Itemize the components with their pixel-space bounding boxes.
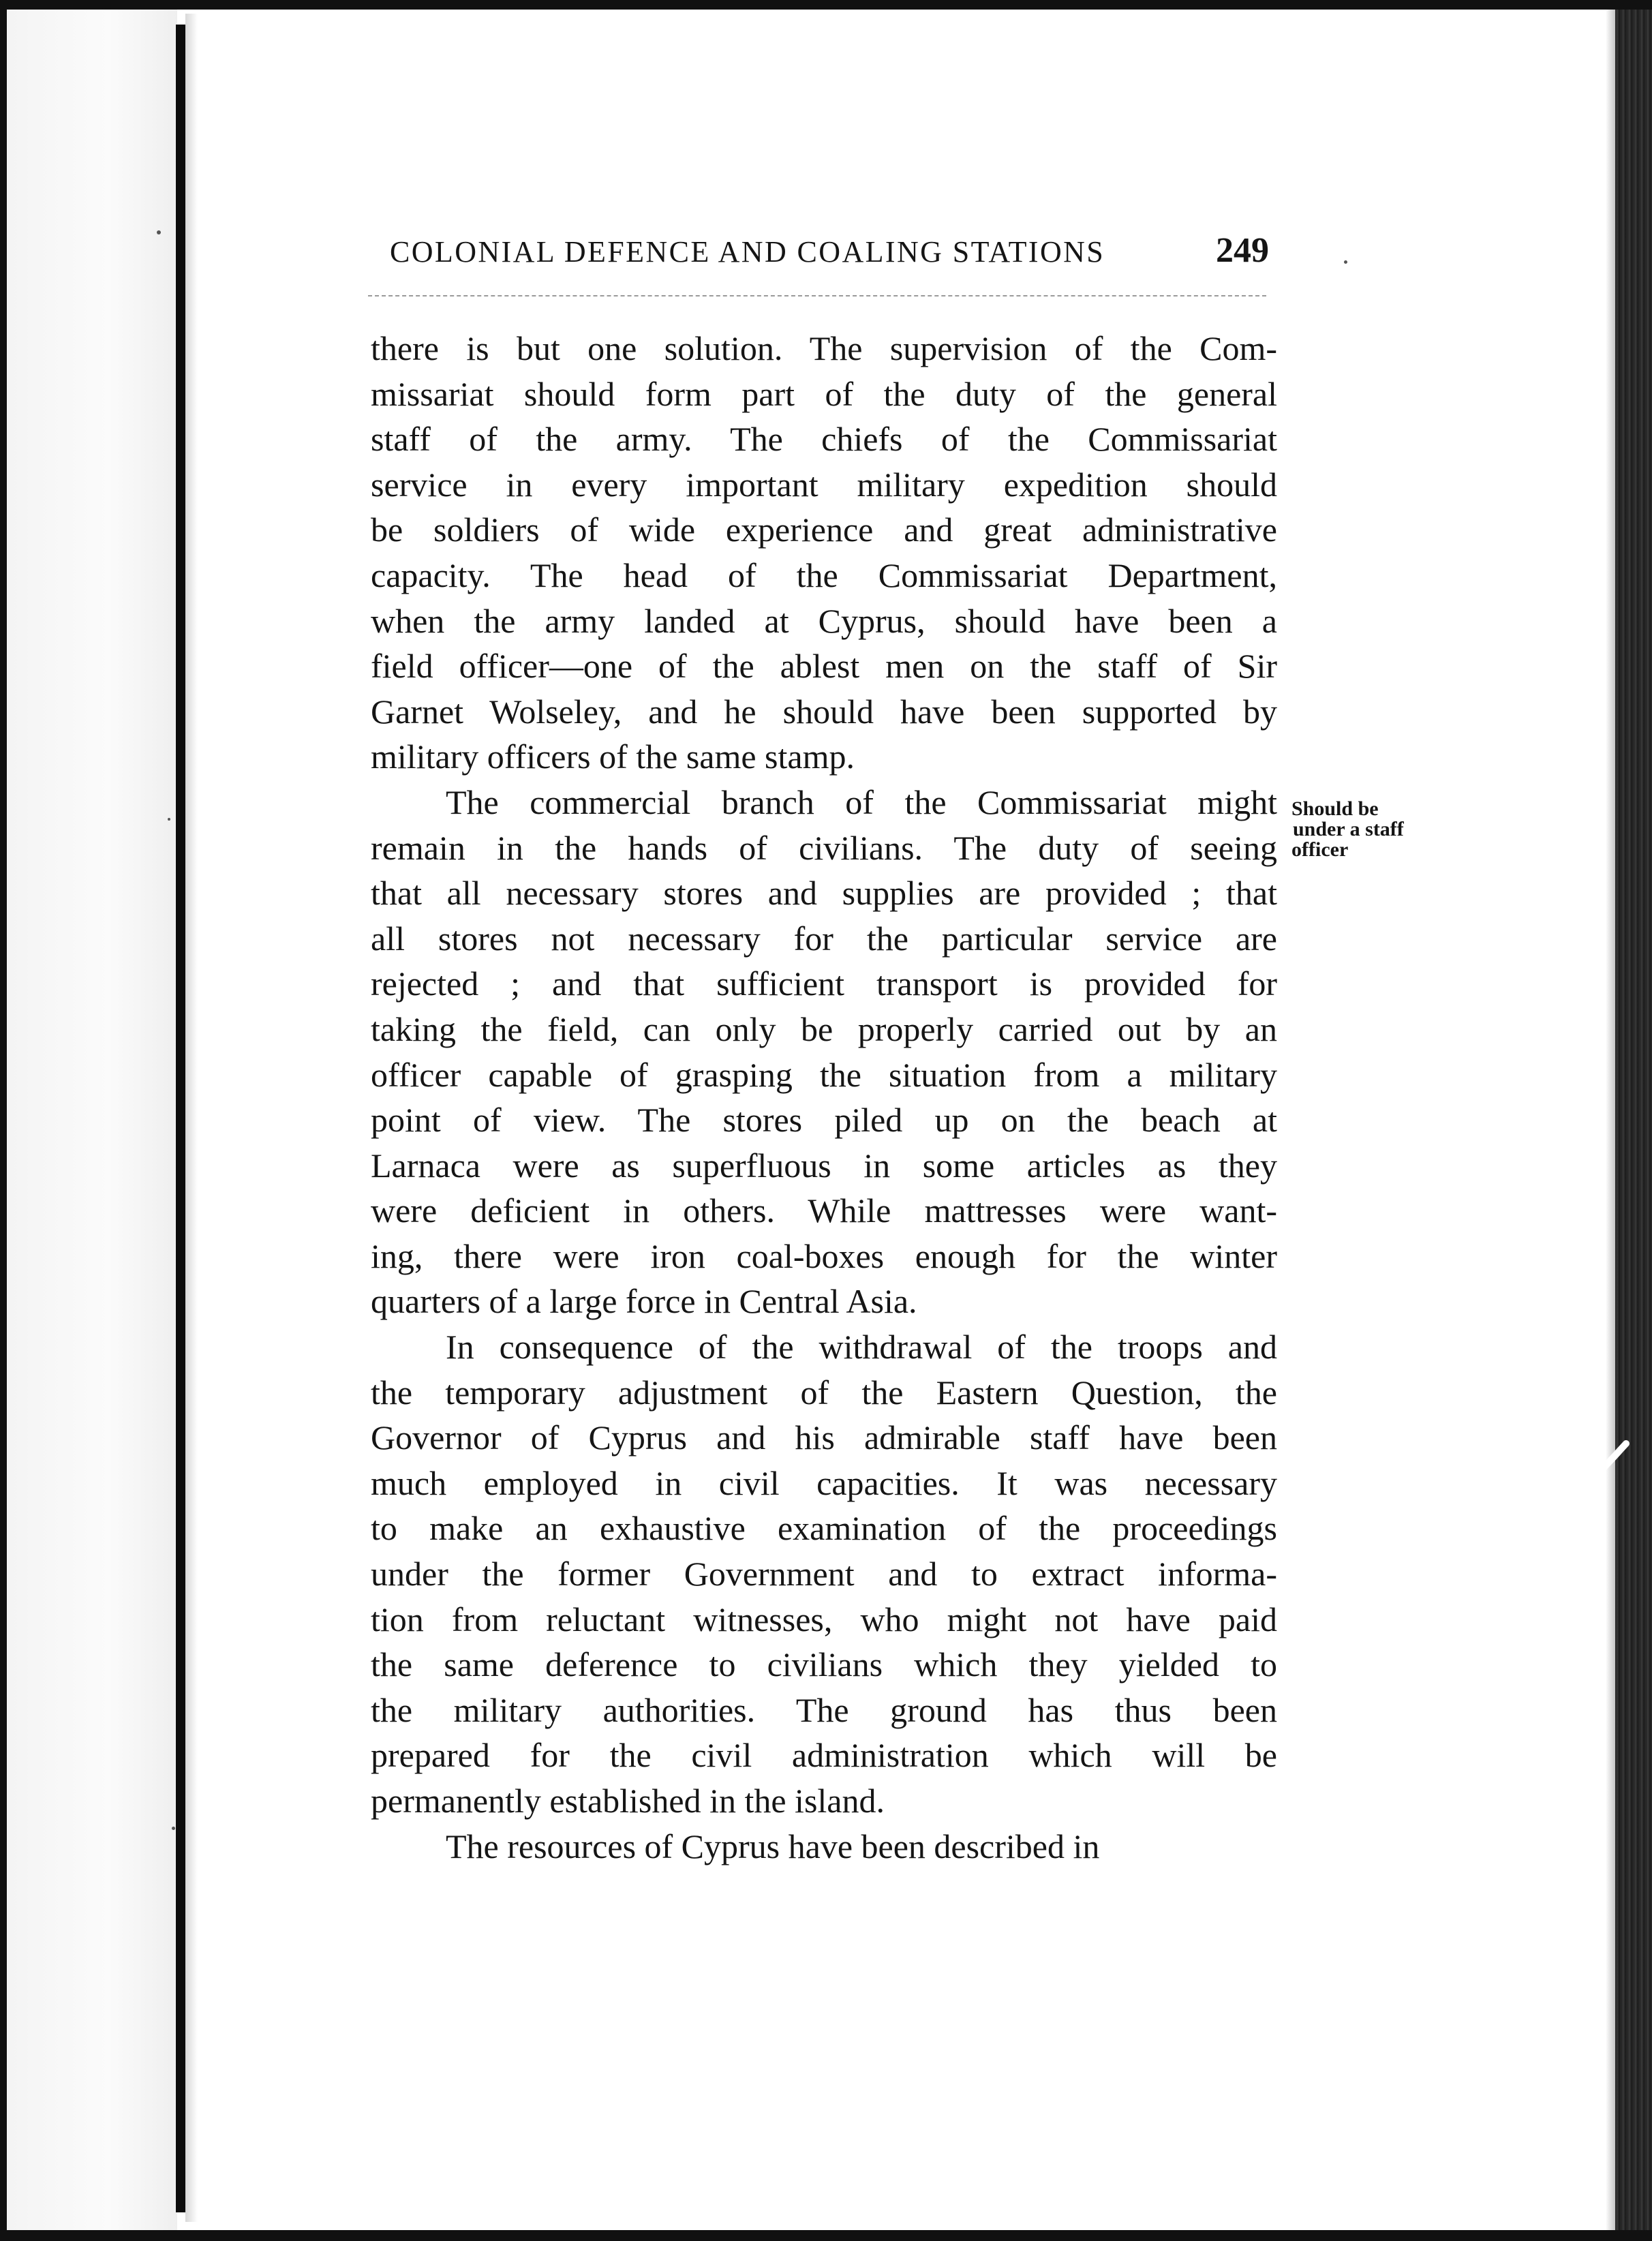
scan-border-bottom bbox=[0, 2230, 1652, 2241]
scan-border-left bbox=[0, 0, 7, 2241]
page-number: 249 bbox=[1216, 231, 1269, 270]
text-line: taking the field, can only be properly carried out by an bbox=[371, 1009, 1277, 1048]
margin-note-line: under a staff bbox=[1293, 818, 1404, 840]
text-line: prepared for the civil administration which will be bbox=[371, 1736, 1277, 1775]
text-line: to make an exhaustive examination of the proceedings bbox=[371, 1509, 1277, 1548]
book-right-edge bbox=[1615, 10, 1652, 2230]
text-line: Larnaca were as superfluous in some articles as they bbox=[371, 1146, 1277, 1185]
margin-note-line: Should be bbox=[1291, 797, 1379, 820]
text-line: much employed in civil capacities. It was necessary bbox=[371, 1463, 1277, 1502]
text-line: that all necessary stores and supplies are provided ; that bbox=[371, 874, 1277, 913]
text-line: tion from reluctant witnesses, who might not have paid bbox=[371, 1600, 1277, 1638]
scan-border-top bbox=[0, 0, 1652, 10]
text-line: officer capable of grasping the situation from a military bbox=[371, 1055, 1277, 1094]
facing-page-edge bbox=[7, 10, 177, 2230]
text-line: missariat should form part of the duty of the general bbox=[371, 374, 1277, 413]
text-line: the military authorities. The ground has thus been bbox=[371, 1690, 1277, 1729]
text-line: In consequence of the withdrawal of the troops and bbox=[446, 1328, 1277, 1367]
book-gutter bbox=[176, 25, 185, 2212]
running-head-title: COLONIAL DEFENCE AND COALING STATIONS bbox=[390, 235, 1105, 269]
text-line: Garnet Wolseley, and he should have been supported by bbox=[371, 692, 1277, 731]
text-line: be soldiers of wide experience and great administrative bbox=[371, 510, 1277, 549]
text-line: staff of the army. The chiefs of the Commissariat bbox=[371, 420, 1277, 459]
paragraph bbox=[371, 326, 1277, 780]
scan-scratch-mark bbox=[1524, 1438, 1633, 1520]
text-line: quarters of a large force in Central Asia. bbox=[371, 1282, 917, 1321]
text-line: ing, there were iron coal-boxes enough for the winter bbox=[371, 1236, 1277, 1275]
text-line: all stores not necessary for the particular service are bbox=[371, 919, 1277, 958]
scan-speck bbox=[1344, 260, 1347, 264]
text-line: point of view. The stores piled up on the beach at bbox=[371, 1101, 1277, 1140]
text-line: field officer—one of the ablest men on the staff of Sir bbox=[371, 647, 1277, 686]
scan-speck bbox=[157, 230, 161, 234]
scan-speck bbox=[172, 1827, 175, 1830]
text-line: permanently established in the island. bbox=[371, 1782, 885, 1820]
text-line: under the former Government and to extract informa- bbox=[371, 1555, 1277, 1594]
text-line: capacity. The head of the Commissariat Department, bbox=[371, 555, 1277, 594]
text-line: remain in the hands of civilians. The duty of seeing bbox=[371, 828, 1277, 867]
text-line: The resources of Cyprus have been described in bbox=[446, 1827, 1100, 1865]
margin-note-line: officer bbox=[1291, 838, 1349, 861]
text-line: rejected ; and that sufficient transport is provided for bbox=[371, 964, 1277, 1003]
text-line: when the army landed at Cyprus, should have been a bbox=[371, 601, 1277, 640]
text-line: service in every important military expedition should bbox=[371, 465, 1277, 504]
text-line: the temporary adjustment of the Eastern Question, the bbox=[371, 1373, 1277, 1412]
text-line: there is but one solution. The supervision of the Com- bbox=[371, 329, 1277, 367]
text-line: military officers of the same stamp. bbox=[371, 737, 855, 776]
running-head bbox=[390, 230, 1269, 271]
paragraph bbox=[371, 1324, 1277, 1824]
text-line: Governor of Cyprus and his admirable staff have been bbox=[371, 1418, 1277, 1457]
paragraph bbox=[371, 1824, 1277, 1870]
text-line: the same deference to civilians which they yielded to bbox=[371, 1645, 1277, 1684]
scan-speck bbox=[168, 818, 170, 821]
paragraph bbox=[371, 780, 1277, 1324]
text-line: were deficient in others. While mattresses were want- bbox=[371, 1191, 1277, 1230]
margin-note bbox=[1291, 799, 1448, 860]
body-text bbox=[371, 326, 1277, 1869]
header-rule bbox=[368, 295, 1266, 296]
gutter-shadow bbox=[185, 14, 198, 2222]
text-line: The commercial branch of the Commissariat might bbox=[446, 782, 1277, 821]
